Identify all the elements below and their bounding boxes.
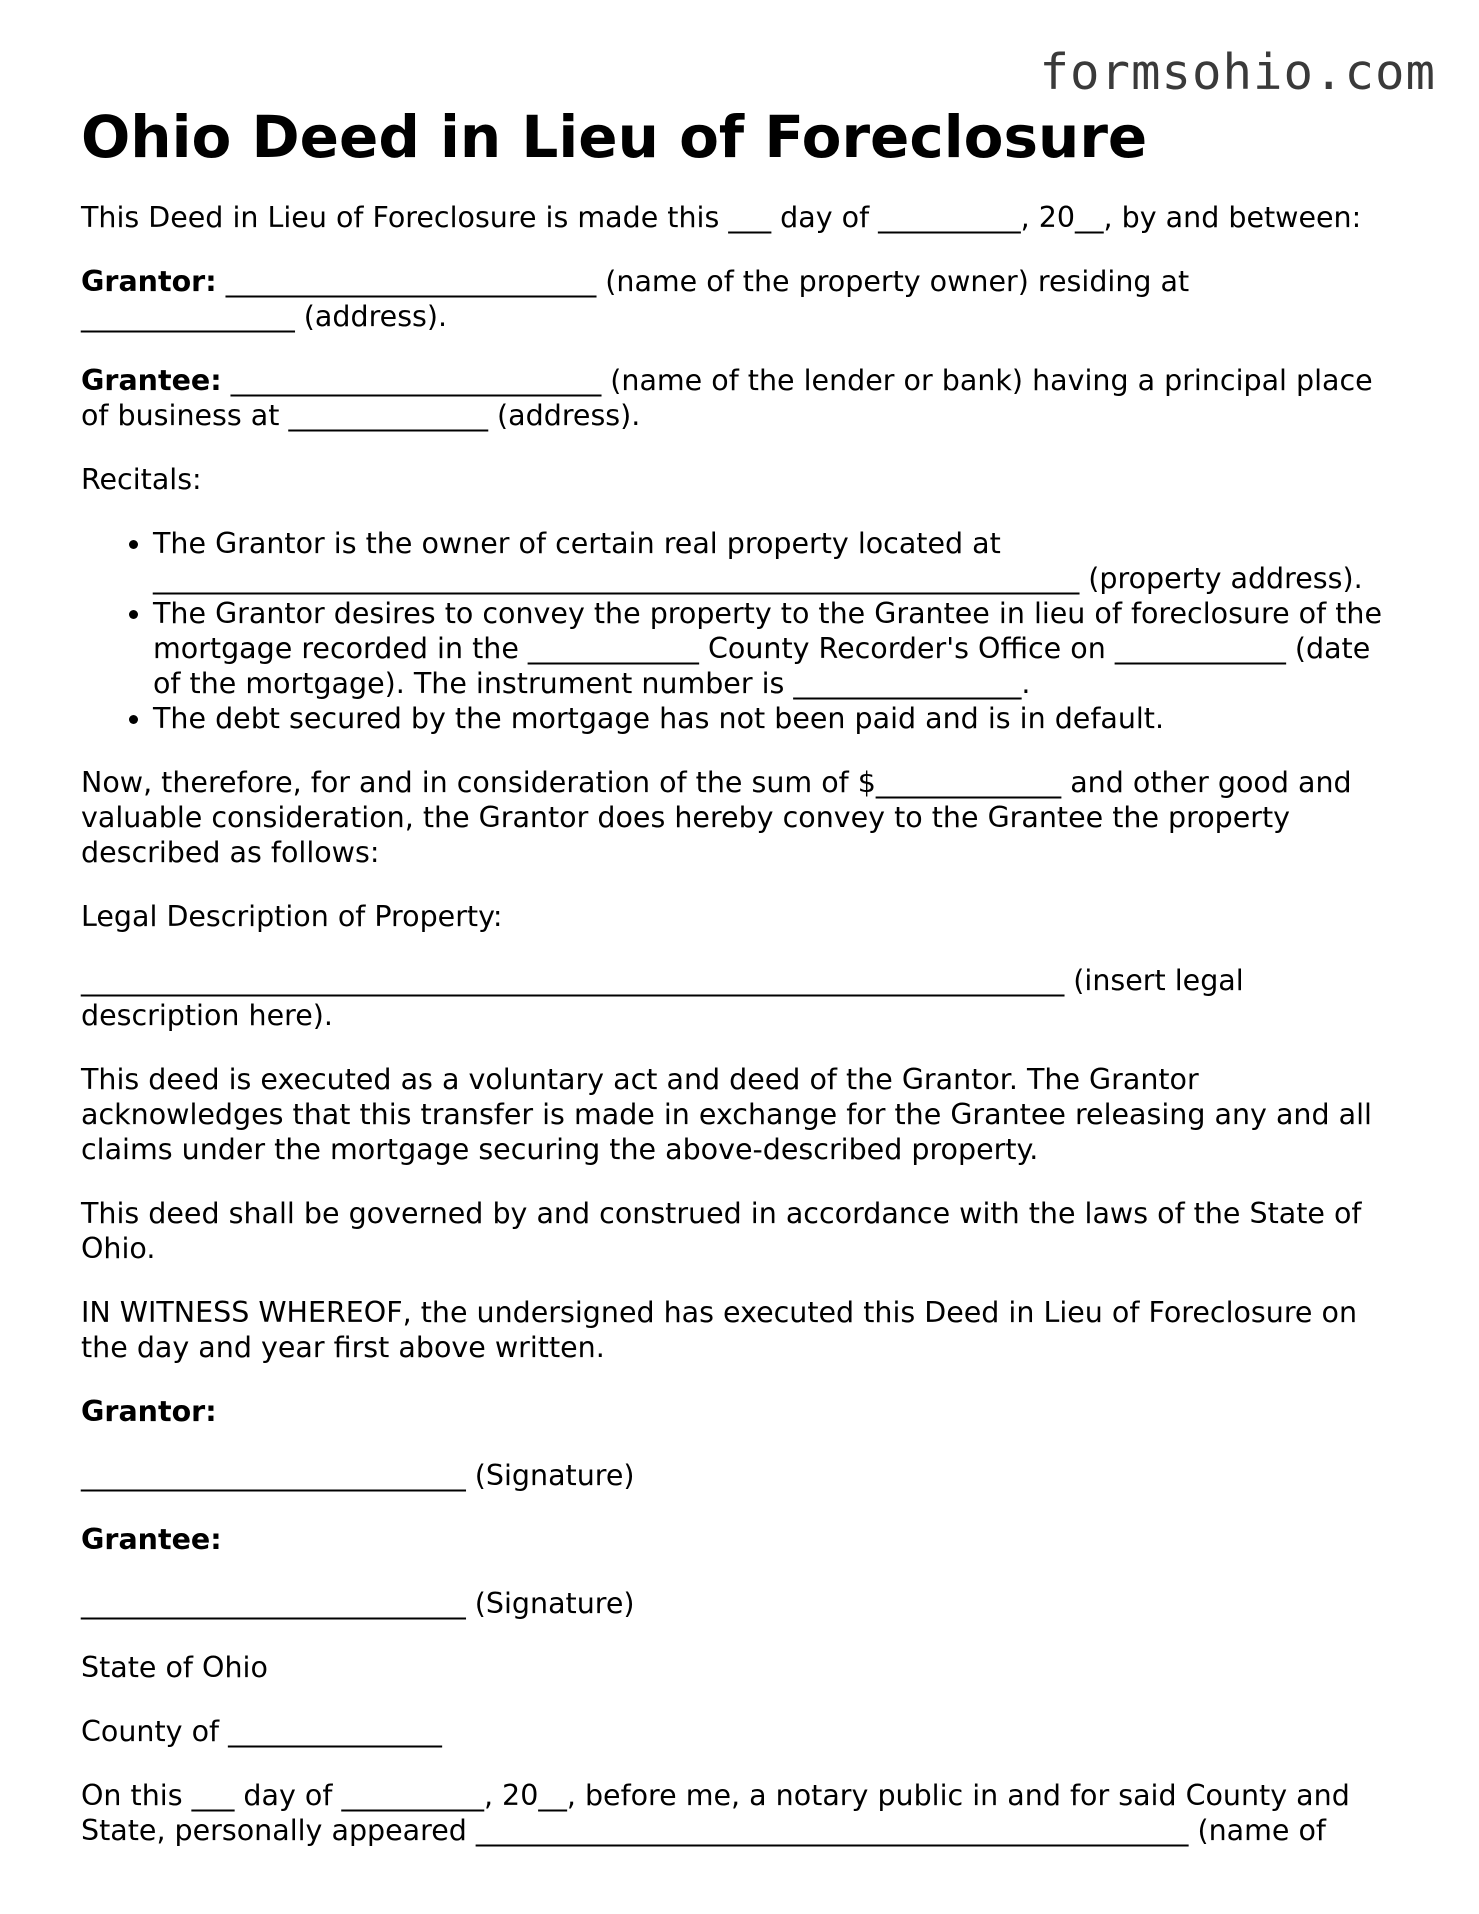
legal-description-heading: Legal Description of Property: <box>81 900 503 933</box>
grantor-party-text: __________________________ (name of the property owner) residing at _______________ (address). <box>81 265 1190 333</box>
grantee-signature-label-text: Grantee: <box>81 1523 222 1556</box>
witness-paragraph: IN WITNESS WHEREOF, the undersigned has executed this Deed in Lieu of Foreclosure on the day and year first above written. <box>81 1296 1358 1364</box>
recitals-heading: Recitals: <box>81 463 202 496</box>
consideration-paragraph: Now, therefore, for and in consideration of the sum of $_____________ and other good and valuable consideration, the Grantor does hereby convey to the Grantee the property described as follows: <box>81 766 1352 869</box>
recital-item: • The debt secured by the mortgage has not been paid and is in default. <box>153 701 1401 736</box>
legal-description-blank: _____________________________________________________________________ (insert legal description here). <box>81 964 1244 1032</box>
document-page <box>81 100 1401 1848</box>
grantee-party-text: __________________________ (name of the lender or bank) having a principal place of business at ______________ (address). <box>81 364 1373 432</box>
recital-item: • The Grantor is the owner of certain real property located at _________________________________________________________________ (property address). <box>153 526 1401 596</box>
grantee-party-paragraph <box>81 363 1401 433</box>
county-line: County of _______________ <box>81 1715 442 1748</box>
intro-paragraph: This Deed in Lieu of Foreclosure is made this ___ day of __________, 20__, by and between: <box>81 201 1362 234</box>
voluntary-act-paragraph: This deed is executed as a voluntary act and deed of the Grantor. The Grantor acknowledges that this transfer is made in exchange for the Grantee releasing any and all claims under the mortgage securing the above-described property. <box>81 1063 1372 1166</box>
grantor-signature-label-text: Grantor: <box>81 1395 217 1428</box>
grantor-party-paragraph <box>81 264 1401 334</box>
document-title: Ohio Deed in Lieu of Foreclosure <box>81 103 1148 171</box>
notary-paragraph: On this ___ day of __________, 20__, before me, a notary public in and for said County and State, personally appeared __________________________________________________ (name of <box>81 1779 1350 1847</box>
governing-law-paragraph: This deed shall be governed by and construed in accordance with the laws of the State of Ohio. <box>81 1197 1362 1265</box>
grantor-signature-label <box>81 1394 1401 1429</box>
grantor-signature-line: ___________________________ (Signature) <box>81 1459 635 1492</box>
state-line: State of Ohio <box>81 1651 268 1684</box>
recitals-list <box>81 526 1401 736</box>
watermark: formsohio.com <box>1039 44 1436 101</box>
grantee-signature-label <box>81 1522 1401 1557</box>
grantee-party-label: Grantee: <box>81 364 222 397</box>
grantor-party-label: Grantor: <box>81 265 217 298</box>
grantee-signature-line: ___________________________ (Signature) <box>81 1587 635 1620</box>
recital-item: • The Grantor desires to convey the property to the Grantee in lieu of foreclosure of the mortgage recorded in the ____________ County Recorder's Office on ____________ (date of the mortgage). The instrument number is ________________. <box>153 596 1401 701</box>
